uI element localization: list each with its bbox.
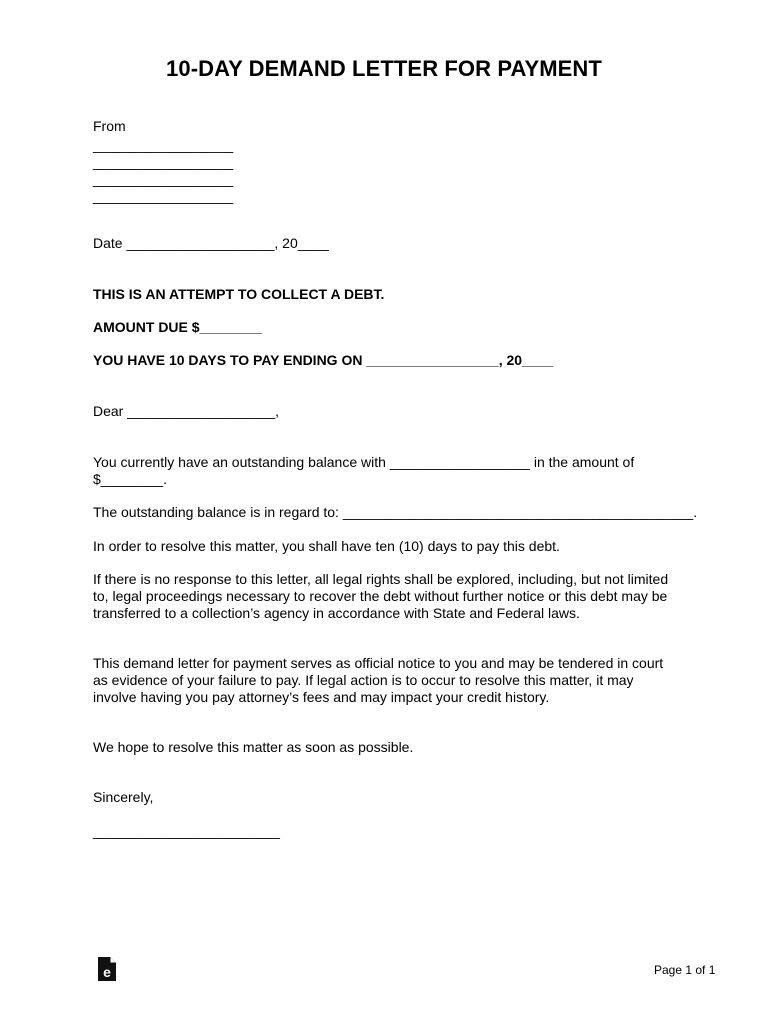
salutation: Dear ___________________, [93, 403, 280, 419]
resolve-paragraph: In order to resolve this matter, you shall have ten (10) days to pay this debt. [93, 538, 560, 554]
date-line: Date ___________________, 20____ [93, 235, 329, 251]
svg-text:e: e [103, 964, 111, 980]
regard-paragraph: The outstanding balance is in regard to: _____________________________________________. [93, 504, 698, 520]
official-notice-paragraph: This demand letter for payment serves as official notice to you and may be tendered in court as evidence of your failure to pay. If legal action is to occur to resolve this matter, it may involve having you pay attorney’s fees and may impact your credit history. [93, 655, 664, 705]
closing: Sincerely, [93, 789, 154, 805]
attempt-notice: THIS IS AN ATTEMPT TO COLLECT A DEBT. [93, 286, 385, 302]
signature-line: ________________________ [93, 823, 280, 839]
balance-paragraph: You currently have an outstanding balance with __________________ in the amount of $________. [93, 454, 635, 487]
closing-hope-paragraph: We hope to resolve this matter as soon as possible. [93, 739, 414, 755]
document-title: 10-DAY DEMAND LETTER FOR PAYMENT [166, 56, 602, 81]
from-line-4: __________________ [93, 188, 234, 204]
from-line-2: __________________ [93, 154, 234, 170]
from-label: From [93, 118, 126, 134]
from-line-3: __________________ [93, 171, 234, 187]
page-number: Page 1 of 1 [654, 963, 716, 977]
amount-due: AMOUNT DUE $________ [93, 319, 262, 335]
payment-deadline: YOU HAVE 10 DAYS TO PAY ENDING ON _________________, 20____ [93, 352, 554, 368]
from-line-1: __________________ [93, 137, 234, 153]
legal-rights-paragraph: If there is no response to this letter, all legal rights shall be explored, including, but not limited to, legal proceedings necessary to recover the debt without further notice or this debt may be transferred to a collection’s agency in accordance with State and Federal laws. [93, 571, 669, 621]
eforms-logo-icon [97, 956, 117, 982]
